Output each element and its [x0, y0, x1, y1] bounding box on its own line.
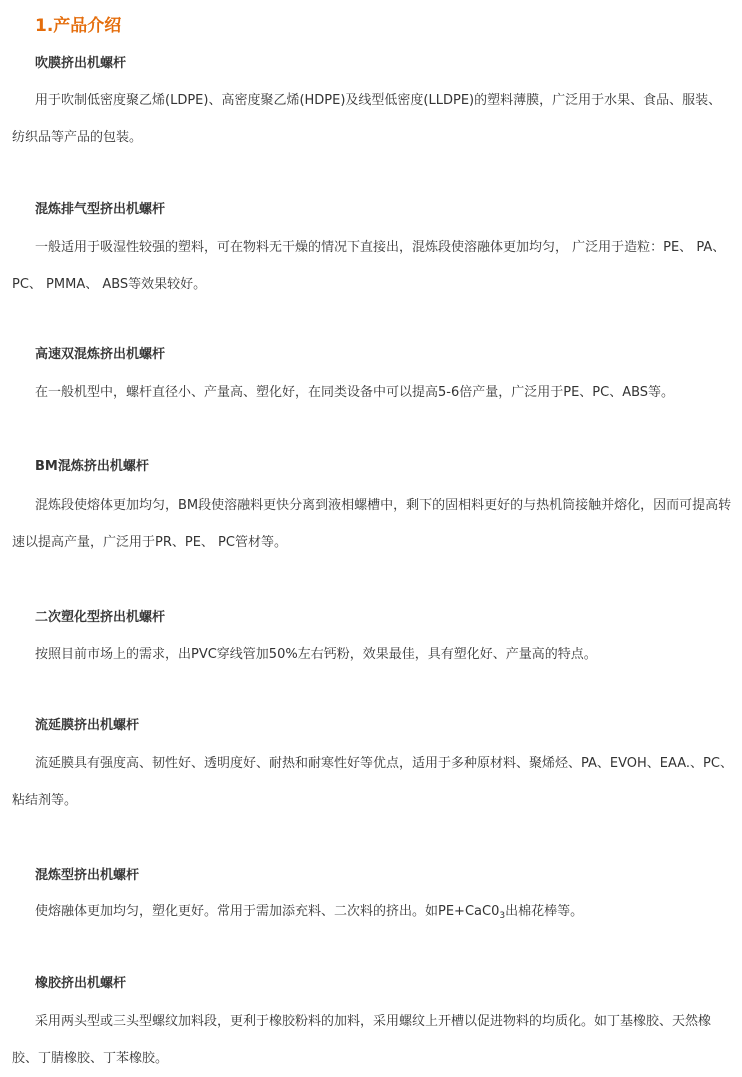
subscript-3: 3 — [499, 911, 506, 921]
item-heading-cast-film-screw: 流延膜挤出机螺杆 — [35, 718, 140, 733]
item-heading-vented-mixing-screw: 混炼排气型挤出机螺杆 — [35, 202, 166, 217]
item-body-vented-mixing-screw: 一般适用于吸湿性较强的塑料，可在物料无干燥的情况下直接出，混炼段使溶融体更加均匀， 广泛用于造粒：PE、 PA、 PC、 PMMA、 ABS等效果较好。 — [12, 240, 726, 292]
item-body-mixing-text-before: 使熔融体更加均匀，塑化更好。常用于需加添充料、二次料的挤出。如PE+CaC0 — [35, 904, 500, 919]
item-heading-bm-mixing-screw: BM混炼挤出机螺杆 — [35, 459, 149, 474]
item-heading-mixing-type-screw: 混炼型挤出机螺杆 — [35, 868, 140, 883]
item-body-blown-film-screw: 用于吹制低密度聚乙烯(LDPE)、高密度聚乙烯(HDPE)及线型低密度(LLDPE)的塑料薄膜，广泛用于水果、食品、服装、纺织品等产品的包装。 — [12, 93, 722, 145]
item-body-rubber-screw: 采用两头型或三头型螺纹加料段，更利于橡胶粉料的加料，采用螺纹上开槽以促进物料的均质化。如丁基橡胶、天然橡胶、丁腈橡胶、丁苯橡胶。 — [12, 1014, 712, 1066]
item-body-cast-film-screw: 流延膜具有强度高、韧性好、透明度好、耐热和耐寒性好等优点，适用于多种原材料、聚烯烃、PA、EVOH、EAA.、PC、粘结剂等。 — [12, 756, 733, 808]
item-heading-high-speed-double-mixing-screw: 高速双混炼挤出机螺杆 — [35, 347, 166, 362]
item-body-high-speed-double-mixing-screw: 在一般机型中，螺杆直径小、产量高、塑化好，在同类设备中可以提高5-6倍产量，广泛用于PE、PC、ABS等。 — [35, 385, 675, 400]
item-heading-blown-film-screw: 吹膜挤出机螺杆 — [35, 56, 127, 71]
item-body-secondary-plasticizing-screw: 按照目前市场上的需求，出PVC穿线管加50%左右钙粉，效果最佳，具有塑化好、产量高的特点。 — [35, 647, 597, 662]
section-title: 1.产品介绍 — [35, 16, 122, 36]
item-body-mixing-text-after: 出棉花棒等。 — [505, 904, 584, 919]
item-body-bm-mixing-screw: 混炼段使熔体更加均匀，BM段使溶融料更快分离到液相螺槽中，剩下的固相料更好的与热机筒接触并熔化，因而可提高转速以提高产量，广泛用于PR、PE、 PC管材等。 — [12, 498, 732, 550]
item-heading-secondary-plasticizing-screw: 二次塑化型挤出机螺杆 — [35, 610, 166, 625]
item-heading-rubber-screw: 橡胶挤出机螺杆 — [35, 976, 127, 991]
item-body-mixing-type-screw — [12, 893, 734, 935]
